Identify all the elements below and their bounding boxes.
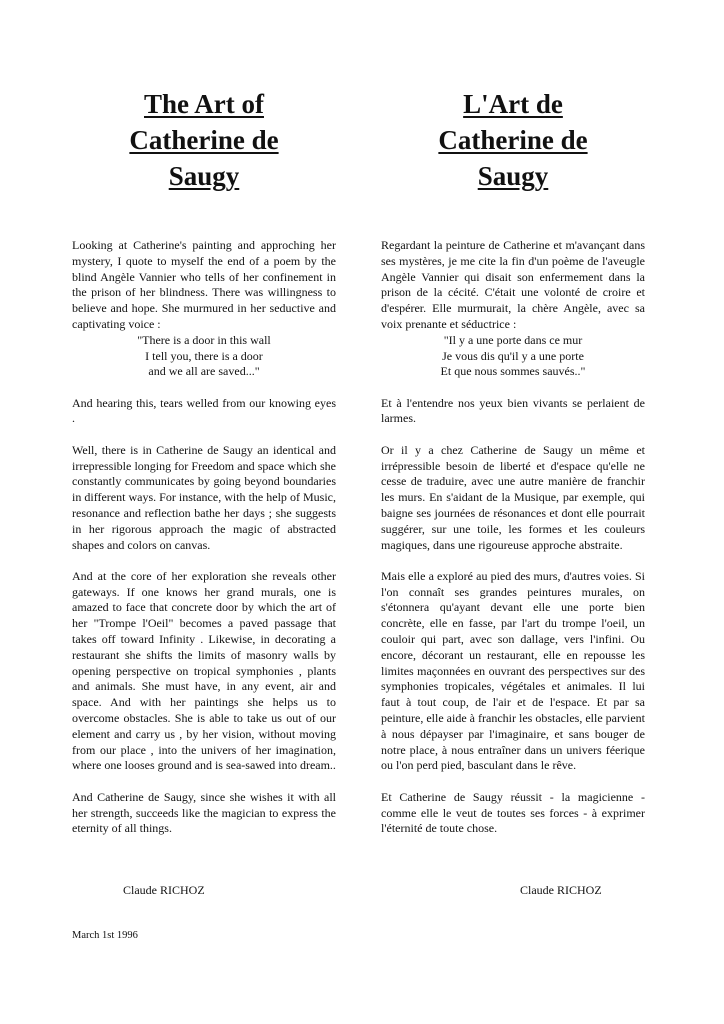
english-title <box>72 86 336 194</box>
english-poem-line-2: I tell you, there is a door <box>145 348 263 363</box>
english-poem-line-1: "There is a door in this wall <box>137 332 271 347</box>
french-poem-line-3: Et que nous sommes sauvés.." <box>440 364 586 379</box>
english-paragraph-5: And Catherine de Saugy, since she wishes it with all her strength, succeeds like the magician to express the eternity of all things. <box>72 789 336 836</box>
french-poem <box>381 333 645 380</box>
french-signature: Claude RICHOZ <box>520 883 602 897</box>
french-paragraph-2: Et à l'entendre nos yeux bien vivants se perlaient de larmes. <box>381 395 645 426</box>
french-body <box>381 238 645 853</box>
english-paragraph-4: And at the core of her exploration she reveals other gateways. If one knows her grand murals, one is amazed to face that concrete door by which the art of her "Trompe l'Oeil" becomes a paved passage that takes off toward Infinity . Likewise, in decorating a restaurant she shifts the limits of masonry walls by opening perspective on tropical symphonies , plants and animals. She must have, in any event, air and space. And with her paintings she helps us to overcome obstacles. She is able to take us out of our element and carry us , by her vision, without moving from our place , into the univers of her imagination, where one looses ground and is sea-sawed into dream.. <box>72 568 336 773</box>
english-title-line-2: Catherine de <box>129 125 279 155</box>
english-paragraph-2: And hearing this, tears welled from our knowing eyes . <box>72 395 336 426</box>
french-poem-line-2: Je vous dis qu'il y a une porte <box>442 348 584 363</box>
document-date: March 1st 1996 <box>72 930 138 941</box>
french-title-line-1: L'Art de <box>463 89 563 119</box>
french-paragraph-3: Or il y a chez Catherine de Saugy un même et irrépressible besoin de liberté et d'espace qu'elle ne cesse de traduire, avec une autre manière de franchir les murs. En s'aidant de la Musique, par exemple, qui baigne ses journées de résonances et dont elle pourrait suggérer, sur une toile, les formes et les couleurs magiques, dans une rigoureuse approche abstraite. <box>381 442 645 552</box>
english-poem-line-3: and we all are saved..." <box>148 364 260 379</box>
english-body <box>72 238 336 853</box>
english-paragraph-1: Looking at Catherine's painting and approching her mystery, I quote to myself the end of a poem by the blind Angèle Vannier who tells of her confinement in the prison of her blindness. There was willingness to believe and hope. She murmured in her seductive and captivating voice : <box>72 238 336 331</box>
english-signature: Claude RICHOZ <box>123 883 205 897</box>
french-paragraph-4: Mais elle a exploré au pied des murs, d'autres voies. Si l'on connaît ses grandes peintures murales, on s'étonnera qu'ayant devant elle une porte bien concrète, elle en fasse, par l'art du trompe l'oeil, un couloir qui part, avec son dallage, vers l'infini. Ou encore, décorant un restaurant, elle en repousse les limites maçonnées en ouvrant des perspectives sur des symphonies tropicales, végétales et animales. Il lui faut à tout coup, de l'air et de l'espace. Et par sa peinture, elle aide à franchir les obstacles, elle parvient à nous dépayser par l'imaginaire, et sans bouger de notre place, à nous entraîner dans un univers féerique ou l'on perd pied, basculant dans le rêve. <box>381 568 645 773</box>
english-title-line-3: Saugy <box>168 161 240 191</box>
french-paragraph-5: Et Catherine de Saugy réussit - la magicienne - comme elle le veut de toutes ses forces - à exprimer l'éternité de toute chose. <box>381 789 645 836</box>
french-title-line-2: Catherine de <box>438 125 588 155</box>
english-paragraph-3: Well, there is in Catherine de Saugy an identical and irrepressible longing for Freedom and space which she constantly communicates by going beyond boundaries in different ways. For instance, with the help of Music, resonance and reflection bathe her days ; she suggests in her rigorous approach the magic of abstracted shapes and colors on canvas. <box>72 442 336 552</box>
french-poem-line-1: "Il y a une porte dans ce mur <box>443 332 583 347</box>
english-poem <box>72 333 336 380</box>
french-title-line-3: Saugy <box>477 161 549 191</box>
french-title <box>381 86 645 194</box>
french-paragraph-1: Regardant la peinture de Catherine et m'avançant dans ses mystères, je me cite la fin d'un poème de l'aveugle Angèle Vannier qui disait son enfermement dans la prison de la cécité. C'était une volonté de croire et d'espérer. Elle murmurait, la chère Angèle, avec sa voix prenante et séductrice : <box>381 238 645 331</box>
english-title-line-1: The Art of <box>144 89 264 119</box>
